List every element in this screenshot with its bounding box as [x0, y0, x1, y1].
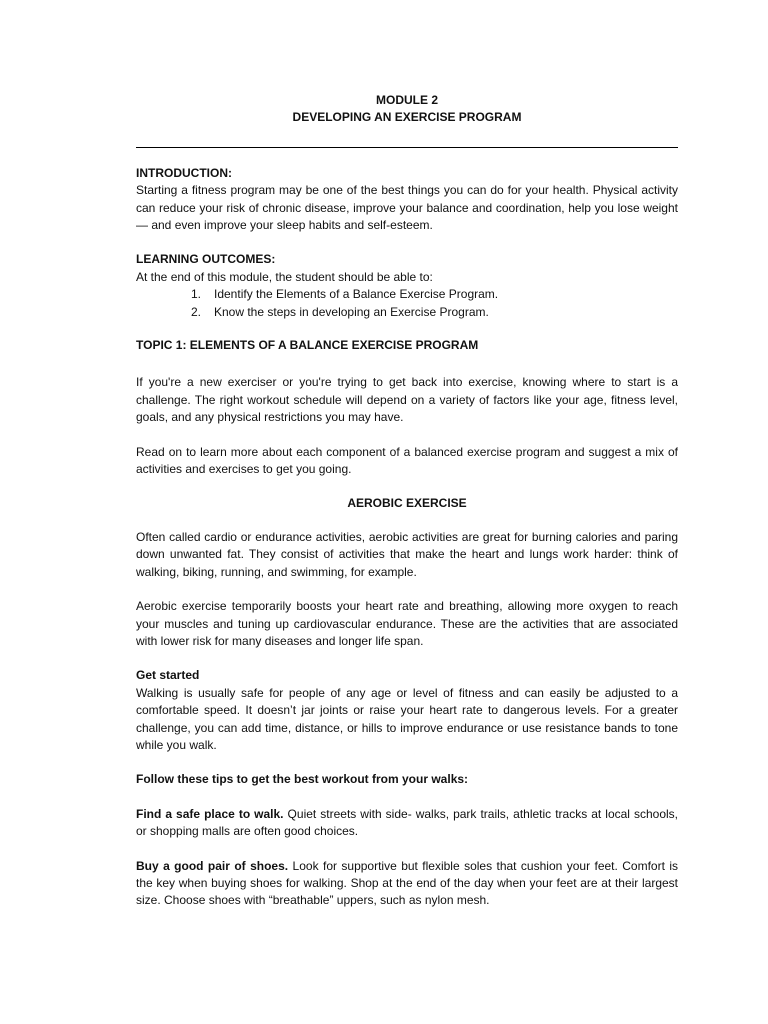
list-item [191, 304, 678, 321]
introduction-text: Starting a fitness program may be one of the best things you can do for your health. Physical activity can reduce your risk of chronic disease, improve your balance and coordination, help you lose weight — and even improve your sleep habits and self-esteem. [136, 183, 678, 233]
aerobic-heading: AEROBIC EXERCISE [347, 495, 467, 510]
learning-outcomes-section [136, 251, 678, 321]
tip-safe-place [136, 806, 678, 841]
learning-outcomes-intro: At the end of this module, the student should be able to: [136, 269, 433, 284]
tip-safe-place-text: Quiet streets with side- walks, park trails, athletic tracks at local schools, or shopping malls are often good choices. [136, 806, 679, 839]
introduction-section [136, 165, 678, 235]
tip-shoes-lead: Buy a good pair of shoes. [136, 858, 289, 873]
document-title: DEVELOPING AN EXERCISE PROGRAM [292, 110, 522, 125]
aerobic-paragraph-2: Aerobic exercise temporarily boosts your heart rate and breathing, allowing more oxygen to reach your muscles and tuning up cardiovascular endurance. These are the activities that are associated with lower risk for many diseases and longer life span. [136, 599, 678, 648]
tip-safe-place-lead: Find a safe place to walk. [136, 806, 284, 821]
tip-shoes [136, 858, 678, 910]
learning-outcomes-heading: LEARNING OUTCOMES: [136, 252, 276, 267]
list-item-number: 1. [191, 287, 202, 302]
learning-outcomes-list [136, 286, 678, 321]
topic1-paragraph-2: Read on to learn more about each component of a balanced exercise program and suggest a mix of activities and exercises to get you going. [136, 444, 678, 477]
tips-heading: Follow these tips to get the best workout from your walks: [136, 772, 469, 787]
get-started-heading: Get started [136, 668, 200, 683]
topic1-heading: TOPIC 1: ELEMENTS OF A BALANCE EXERCISE PROGRAM [136, 338, 479, 353]
topic1-paragraph-1: If you're a new exerciser or you're trying to get back into exercise, knowing where to start is a challenge. The right workout schedule will depend on a variety of factors like your age, fitness level, goals, and any physical restrictions you may have. [136, 375, 678, 425]
document-page [136, 92, 678, 910]
get-started-section [136, 667, 678, 754]
tip-shoes-text: Look for supportive but flexible soles that cushion your feet. Comfort is the key when buying shoes for walking. Shop at the end of the day when your feet are at their largest size. Choose shoes with “breathable” uppers, such as nylon mesh. [136, 858, 679, 908]
list-item [191, 286, 678, 303]
list-item-text: Identify the Elements of a Balance Exercise Program. [214, 287, 499, 302]
list-item-text: Know the steps in developing an Exercise Program. [214, 304, 489, 319]
list-item-number: 2. [191, 304, 202, 319]
title-divider [136, 147, 678, 148]
introduction-heading: INTRODUCTION: [136, 165, 232, 180]
module-label: MODULE 2 [375, 93, 438, 107]
get-started-text: Walking is usually safe for people of any age or level of fitness and can easily be adjusted to a comfortable speed. It doesn’t jar joints or raise your heart rate to dangerous levels. For a greater challenge, you can add time, distance, or hills to improve endurance or use resistance bands to tone while you walk. [136, 685, 678, 752]
aerobic-paragraph-1: Often called cardio or endurance activities, aerobic activities are great for burning calories and paring down unwanted fat. They consist of activities that make the heart and lungs work harder: think of walking, biking, running, and swimming, for example. [136, 529, 678, 579]
